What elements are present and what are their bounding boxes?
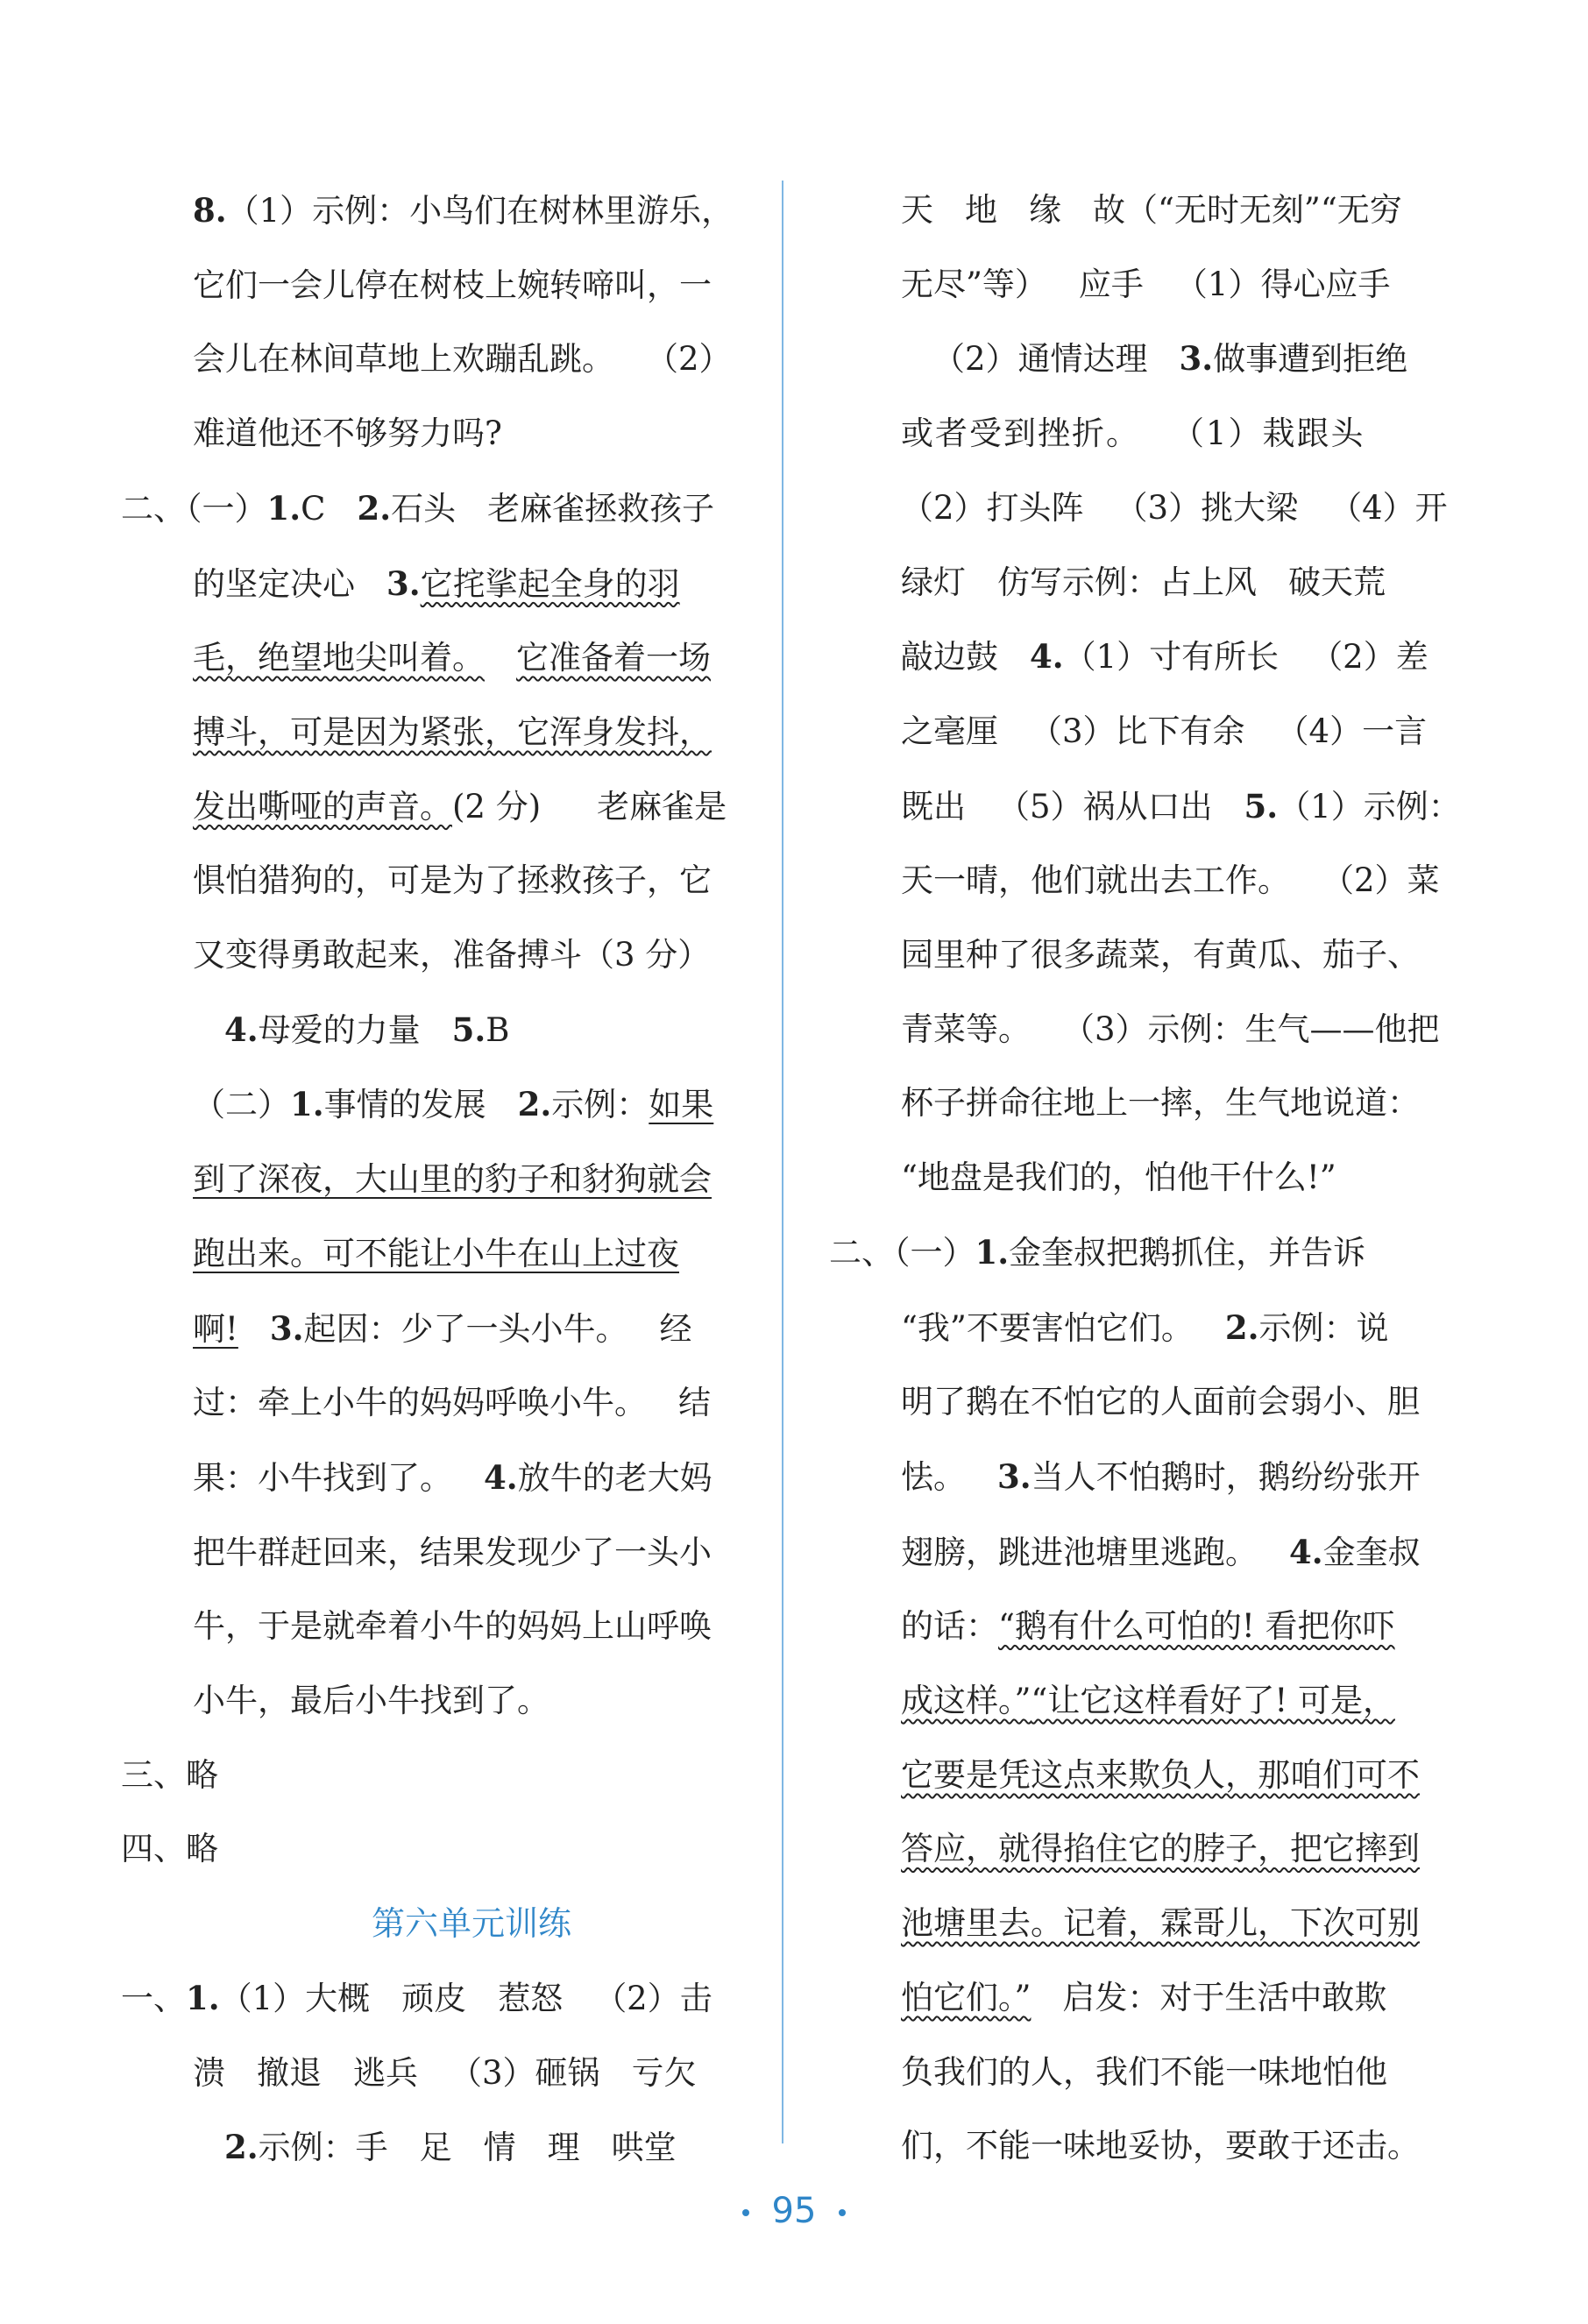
text-line: 它要是凭这点来欺负人，那咱们可不 xyxy=(901,1755,1420,1794)
text-line: 负我们的人，我们不能一味地怕他 xyxy=(901,2052,1387,2091)
text-line: 又变得勇敢起来，准备搏斗（3 分） xyxy=(193,936,711,974)
text-line: 的话：“鹅有什么可怕的! 看把你吓 xyxy=(901,1607,1395,1646)
text-line: 们，不能一味地妥协，要敢于还击。 xyxy=(901,2127,1420,2165)
text-line: 答应，就得掐住它的脖子，把它摔到 xyxy=(901,1830,1420,1868)
text-line: （2）通情达理 3.做事遭到拒绝 xyxy=(932,339,1408,379)
text-line: 成这样。”“让它这样看好了! 可是， xyxy=(901,1682,1395,1720)
text-line: 天一晴，他们就出去工作。 （2）菜 xyxy=(901,861,1440,900)
text-line: 到了深夜，大山里的豹子和豺狗就会 xyxy=(193,1160,712,1199)
text-line: 二、（一）1.金奎叔把鹅抓住，并告诉 xyxy=(829,1232,1366,1272)
text-line: 牛，于是就牵着小牛的妈妈上山呼唤 xyxy=(193,1607,712,1646)
text-line: 惧怕猎狗的，可是为了拯救孩子，它 xyxy=(193,861,712,900)
text-line: 毛，绝望地尖叫着。 它准备着一场 xyxy=(193,639,711,677)
text-line: 过：牵上小牛的妈妈呼唤小牛。 结 xyxy=(193,1384,711,1422)
text-line: 青菜等。 （3）示例：生气——他把 xyxy=(901,1010,1440,1048)
text-line: 4.母爱的力量 5.B xyxy=(224,1010,510,1049)
text-line: 翅膀，跳进池塘里逃跑。 4.金奎叔 xyxy=(901,1532,1421,1571)
text-line: 天 地 缘 故（“无时无刻”“无穷 xyxy=(901,191,1402,229)
text-line: 啊! 3.起因：少了一头小牛。 经 xyxy=(193,1308,692,1348)
left-column xyxy=(121,174,750,2186)
bullet-dot-icon xyxy=(742,2209,749,2216)
text-line: 把牛群赶回来，结果发现少了一头小 xyxy=(193,1533,712,1571)
right-column xyxy=(829,174,1462,2184)
text-line: 绿灯 仿写示例：占上风 破天荒 xyxy=(901,563,1386,601)
text-line: 或者受到挫折。 （1）栽跟头 xyxy=(901,414,1365,453)
text-line: 跑出来。可不能让小牛在山上过夜 xyxy=(193,1234,679,1272)
text-line: 难道他还不够努力吗? xyxy=(193,414,502,453)
text-line: 搏斗，可是因为紧张，它浑身发抖， xyxy=(193,712,712,751)
text-line: 一、1.（1）大概 顽皮 惹怒 （2）击 xyxy=(121,1978,712,2017)
text-line: 既出 （5）祸从口出 5.（1）示例： xyxy=(901,786,1461,825)
text-line: （2）打头阵 （3）挑大梁 （4）开 xyxy=(901,488,1448,527)
text-line: “我”不要害怕它们。 2.示例：说 xyxy=(901,1307,1389,1347)
text-line: 小牛，最后小牛找到了。 xyxy=(193,1682,549,1720)
text-line: 会儿在林间草地上欢蹦乱跳。 （2） xyxy=(193,340,732,379)
text-line: 二、（一）1.C 2.石头 老麻雀拯救孩子 xyxy=(121,488,715,528)
text-line: 无尽”等） 应手 （1）得心应手 xyxy=(901,265,1391,303)
bullet-dot-icon xyxy=(839,2209,846,2216)
text-line: 它们一会儿停在树枝上婉转啼叫，一 xyxy=(193,266,712,304)
text-line: 四、略 xyxy=(121,1830,218,1868)
text-line: 果：小牛找到了。 4.放牛的老大妈 xyxy=(193,1457,712,1497)
text-line: 的坚定决心 3.它挓挲起全身的羽 xyxy=(193,563,680,603)
text-line: 怕它们。” 启发：对于生活中敢欺 xyxy=(901,1978,1387,2016)
section-heading: 第六单元训练 xyxy=(371,1904,571,1944)
text-line: 发出嘶哑的声音。(2 分) 老麻雀是 xyxy=(193,787,727,825)
text-line: 明了鹅在不怕它的人面前会弱小、胆 xyxy=(901,1383,1420,1421)
text-line: 怯。 3.当人不怕鹅时，鹅纷纷张开 xyxy=(901,1456,1421,1496)
text-line: （二）1.事情的发展 2.示例：如果 xyxy=(193,1085,714,1124)
text-line: 三、略 xyxy=(121,1755,218,1794)
text-line: 之毫厘 （3）比下有余 （4）一言 xyxy=(901,712,1428,750)
text-line: 杯子拼命往地上一摔，生气地说道： xyxy=(901,1084,1420,1123)
text-line: “地盘是我们的，怕他干什么!” xyxy=(901,1158,1336,1197)
text-line: 园里种了很多蔬菜，有黄瓜、茄子、 xyxy=(901,936,1420,974)
page-number: 95 xyxy=(0,2191,1588,2231)
text-line: 敲边鼓 4.（1）寸有所长 （2）差 xyxy=(901,637,1428,677)
text-line: 池塘里去。记着，霖哥儿，下次可别 xyxy=(901,1904,1420,1943)
text-line: 2.示例：手 足 情 理 哄堂 xyxy=(224,2128,677,2167)
column-divider xyxy=(782,181,783,2143)
text-line: 8.（1）示例：小鸟们在树林里游乐， xyxy=(193,191,734,230)
text-line: 溃 撤退 逃兵 （3）砸锅 亏欠 xyxy=(193,2053,697,2092)
